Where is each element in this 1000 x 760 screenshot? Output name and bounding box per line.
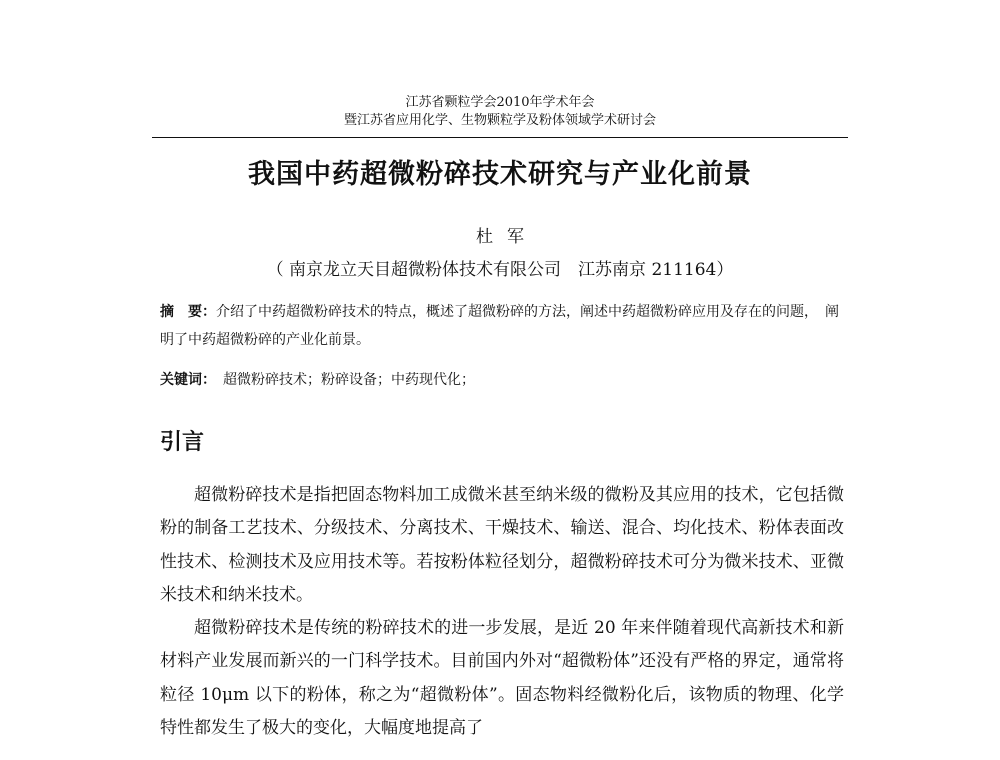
keywords-text: 超微粉碎技术；粉碎设备；中药现代化； [209, 372, 475, 388]
abstract-label: 摘 要： [160, 304, 216, 320]
section-heading: 引言 [160, 429, 205, 455]
body-paragraph: 超微粉碎技术是指把固态物料加工成微米甚至纳米级的微粉及其应用的技术，它包括微粉的制备工艺技术、分级技术、分离技术、干燥技术、输送、混合、均化技术、粉体表面改性技术、检测技术及应用技术等。若按粉体粒径划分，超微粉碎技术可分为微米技术、亚微米技术和纳米技术。 [160, 485, 844, 605]
abstract [160, 298, 850, 354]
conference-line-1: 江苏省颗粒学会2010年学术年会 [405, 95, 595, 110]
author-affiliation: （ 南京龙立天目超微粉体技术有限公司 江苏南京 211164） [266, 260, 734, 280]
keywords-label: 关键词： [160, 372, 209, 388]
header-rule [152, 137, 848, 138]
section-body [160, 479, 844, 745]
conference-line-2: 暨江苏省应用化学、生物颗粒学及粉体领域学术研讨会 [343, 113, 656, 128]
body-paragraph: 超微粉碎技术是传统的粉碎技术的进一步发展，是近 20 年来伴随着现代高新技术和新材料产业发展而新兴的一门科学技术。目前国内外对“超微粉体”还没有严格的界定，通常将粒径 10μm 以下的粉体，称之为“超微粉体”。固态物料经微粉化后，该物质的物理、化学特性都发生了极大的变化，大幅度地提高了 [160, 618, 844, 739]
abstract-text: 介绍了中药超微粉碎技术的特点，概述了超微粉碎的方法，阐述中药超微粉碎应用及存在的问题， 阐明了中药超微粉碎的产业化前景。 [160, 304, 839, 348]
author-name: 杜军 [476, 227, 538, 247]
keywords [160, 368, 850, 392]
conference-header [150, 94, 850, 130]
paper-title: 我国中药超微粉碎技术研究与产业化前景 [248, 159, 752, 190]
